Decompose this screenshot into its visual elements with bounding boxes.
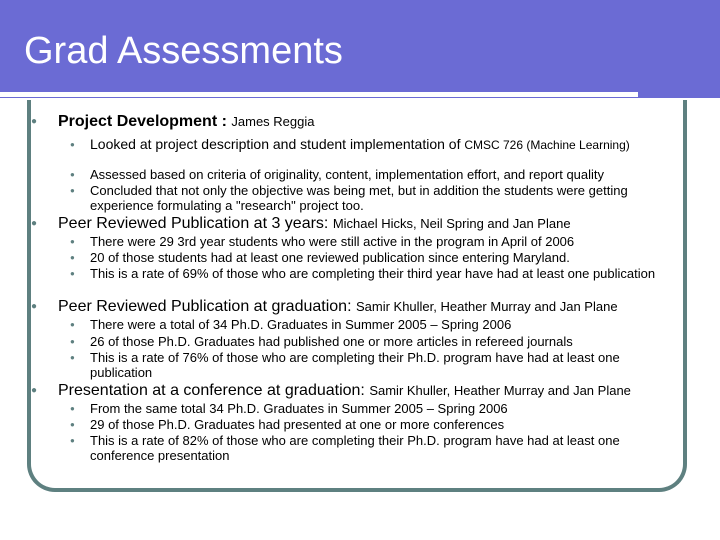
list-item: This is a rate of 82% of those who are completing their Ph.D. program have had at least one conference presentation (90, 433, 620, 463)
sub-bullet-icon (70, 338, 78, 346)
list-item: From the same total 34 Ph.D. Graduates in Summer 2005 – Spring 2006 (90, 401, 508, 416)
sub-bullet-icon (70, 437, 78, 445)
bullet-icon (31, 302, 41, 312)
sub-bullet-icon (70, 421, 78, 429)
title-underline (0, 92, 638, 97)
bullet-icon (31, 219, 41, 229)
sub-bullet-icon (70, 405, 78, 413)
section-heading: Presentation at a conference at graduation: Samir Khuller, Heather Murray and Jan Plane (58, 382, 631, 399)
sub-bullet-icon (70, 238, 78, 246)
list-item: There were 29 3rd year students who were still active in the program in April of 2006 (90, 234, 575, 249)
sub-bullet-icon (70, 171, 78, 179)
slide-title: Grad Assessments (24, 30, 343, 72)
list-item: 26 of those Ph.D. Graduates had published one or more articles in refereed journals (90, 334, 573, 349)
list-item: Assessed based on criteria of originality, content, implementation effort, and report quality (90, 167, 605, 182)
section-heading: Peer Reviewed Publication at 3 years: Michael Hicks, Neil Spring and Jan Plane (58, 215, 571, 232)
section-heading: Peer Reviewed Publication at graduation: Samir Khuller, Heather Murray and Jan Plane (58, 298, 618, 315)
bullet-icon (31, 117, 41, 127)
bullet-icon (31, 386, 41, 396)
list-item: This is a rate of 69% of those who are completing their third year have had at least one publication (90, 266, 656, 281)
sub-bullet-icon (70, 321, 78, 329)
sub-bullet-icon (70, 187, 78, 195)
list-item: This is a rate of 76% of those who are completing their Ph.D. program have had at least one publication (90, 350, 620, 380)
list-item: Looked at project description and student implementation of CMSC 726 (Machine Learning) (90, 136, 630, 152)
sub-bullet-icon (70, 254, 78, 262)
list-item: 20 of those students had at least one reviewed publication since entering Maryland. (90, 250, 570, 265)
sub-bullet-icon (70, 354, 78, 362)
list-item: 29 of those Ph.D. Graduates had presented at one or more conferences (90, 417, 505, 432)
title-bar (0, 0, 720, 98)
list-item: Concluded that not only the objective was being met, but in addition the students were getting experience formulating a "research" project too. (90, 183, 628, 213)
section-heading: Project Development : James Reggia (58, 113, 315, 130)
list-item: There were a total of 34 Ph.D. Graduates in Summer 2005 – Spring 2006 (90, 317, 512, 332)
sub-bullet-icon (70, 270, 78, 278)
sub-bullet-icon (70, 141, 78, 149)
